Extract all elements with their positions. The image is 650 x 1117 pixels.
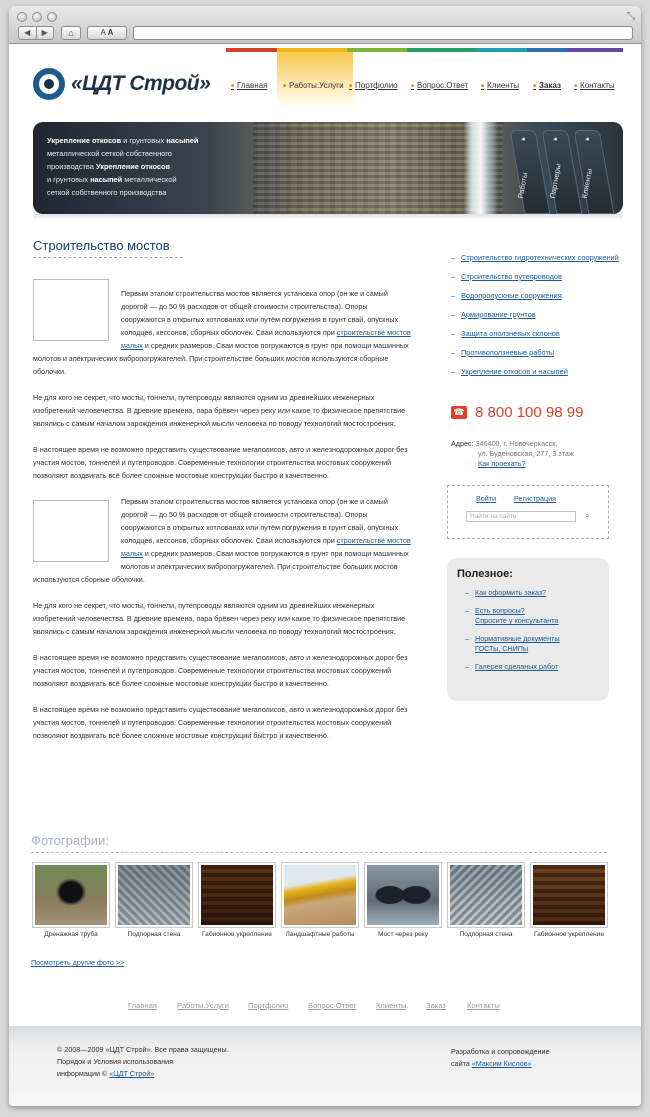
gallery-link[interactable]: Галерея сделаных работ xyxy=(475,662,559,671)
search-input[interactable]: Найти на сайте xyxy=(466,511,576,522)
menu-item-contacts[interactable]: ■ Контакты xyxy=(574,81,615,90)
paragraph: Не для кого не секрет, что мосты, тоннели, путепроводы являются одним из древнейших инженерных изобретений человечества. В древние времена, пара брёвен через реку или какое то физическое препятствие являлись с самым началом зарождения инженерной мысли человека по поводу технологий мостостроения. xyxy=(33,601,406,636)
page-title: Строительство мостов xyxy=(33,238,170,253)
photo-item[interactable] xyxy=(530,862,608,938)
banner-text: Укрепление откосов и грунтовых насыпей металлической сеткой собственного производства Укрепление откосов и грунтовых насыпей металлической сеткой собственного производства xyxy=(47,136,199,197)
sidebar-item xyxy=(451,271,621,282)
sidebar-link-culverts[interactable]: Водопропускные сооружения xyxy=(461,291,562,300)
sidebar-link-soil-reinforcement[interactable]: Армирование грунтов xyxy=(461,310,536,319)
gost-snip-link[interactable]: ГОСТы, СНИПы xyxy=(475,644,529,653)
close-window-button[interactable] xyxy=(17,12,27,22)
waterfall-image xyxy=(463,122,499,214)
photo-caption: Мост через реку xyxy=(377,931,429,938)
photo-caption: Подпорная стена xyxy=(127,931,181,938)
paragraph: В настоящее время не возможно представить существование мегаполисов, авто и железнодорожных дорог без участия мостов, тоннелей и путепроводов. Современные технологии строительства мостовых сооружений позволяют воздвигать всё более сложные мостовые конструкции быстро и качественно. xyxy=(33,445,408,480)
sidebar-item xyxy=(451,366,621,377)
photo-image xyxy=(447,862,525,928)
logo-text: «ЦДТ Строй» xyxy=(71,72,211,95)
minimize-window-button[interactable] xyxy=(32,12,42,22)
sidebar-item xyxy=(451,290,621,301)
color-bar xyxy=(567,48,623,52)
footer-link-portfolio[interactable]: Портфолио xyxy=(248,1001,289,1010)
sidebar-item xyxy=(451,328,621,339)
logo[interactable] xyxy=(33,68,210,100)
useful-title: Полезное: xyxy=(457,568,513,580)
address: Адрес: 346400, г. Новочеркасск, ул. Буденовская, 277, 3 этаж Как проехать? xyxy=(451,439,574,468)
phone-block xyxy=(451,404,583,421)
photo-image xyxy=(364,862,442,928)
menu-item-home[interactable]: ■ Главная xyxy=(231,81,267,90)
color-bar xyxy=(477,48,527,52)
bridge-construction-link[interactable]: строительстве мостов малых xyxy=(121,536,411,558)
excavator-thumbnail[interactable] xyxy=(33,279,109,341)
banner-shadow xyxy=(33,214,623,220)
sidebar-link-anti-landslide[interactable]: Противоползневые работы xyxy=(461,348,555,357)
login-link[interactable]: Войти xyxy=(476,494,497,503)
photo-item[interactable] xyxy=(364,862,442,938)
search-icon[interactable]: ⌕ xyxy=(585,511,590,520)
arrow-left-icon: ◂ xyxy=(553,136,557,143)
ask-question-link[interactable]: Есть вопросы? xyxy=(475,606,525,615)
text-size-buttons[interactable] xyxy=(87,26,127,40)
text-larger-icon: A xyxy=(107,28,114,37)
footer-link-clients[interactable]: Клиенты xyxy=(376,1001,407,1010)
sidebar-link-overpasses[interactable]: Строительство путепроводов xyxy=(461,272,562,281)
footer xyxy=(9,1026,641,1106)
zoom-window-button[interactable] xyxy=(47,12,57,22)
photo-caption: Ландшафтные работы xyxy=(285,931,355,938)
login-box xyxy=(447,485,609,539)
photo-image xyxy=(115,862,193,928)
developer-link[interactable]: «Максим Кислов» xyxy=(471,1059,532,1068)
color-bar xyxy=(527,48,567,52)
menu-item-portfolio[interactable]: ■ Портфолио xyxy=(349,81,398,90)
arrow-left-icon: ◂ xyxy=(585,136,589,143)
photo-caption: Подпорная стена xyxy=(459,931,513,938)
normative-docs-link[interactable]: Нормативные документы xyxy=(475,634,560,643)
browser-window xyxy=(9,6,641,1106)
paragraph: В настоящее время не возможно представить существование мегаполисов, авто и железнодорожных дорог без участия мостов, тоннелей и путепроводов. Современные технологии строительства мостовых сооружений позволяют воздвигать всё более сложные мостовые конструкции быстро и качественно. xyxy=(33,653,408,688)
forward-icon[interactable]: ▶ xyxy=(36,27,54,39)
useful-item xyxy=(465,662,605,672)
paragraph: Не для кого не секрет, что мосты, тоннели, путепроводы являются одним из древнейших инженерных изобретений человечества. В древние времена, пара брёвен через реку или какое то физическое препятствие являлись с самым началом зарождения инженерной мысли человека по поводу технологий мостостроения. xyxy=(33,393,406,428)
photo-item[interactable] xyxy=(115,862,193,938)
home-icon: ⌂ xyxy=(68,28,74,38)
useful-box xyxy=(447,558,609,701)
sidebar-link-slope-reinforcement[interactable]: Укрепление откосов и насыпей xyxy=(461,367,568,376)
back-icon[interactable]: ◀ xyxy=(24,28,31,37)
sidebar-item xyxy=(451,252,621,263)
register-link[interactable]: Регистрация xyxy=(514,494,557,503)
browser-toolbar xyxy=(9,6,641,44)
footer-link-faq[interactable]: Вопрос.Ответ xyxy=(308,1001,357,1010)
more-photos-link[interactable]: Посмотреть другие фото >> xyxy=(31,958,125,967)
footer-link-order[interactable]: Заказ xyxy=(426,1001,446,1010)
photo-image xyxy=(530,862,608,928)
title-divider xyxy=(33,257,183,258)
arrow-left-icon: ◂ xyxy=(521,136,525,143)
useful-links xyxy=(465,588,605,680)
how-to-order-link[interactable]: Как оформить заказ? xyxy=(475,588,547,597)
copyright: © 2008—2009 «ЦДТ Строй». Все права защищены. Порядок и Условия использования информации © «ЦДТ Строй» xyxy=(57,1045,229,1078)
ask-consultant-link[interactable]: Спросите у консультанта xyxy=(475,616,559,625)
useful-item xyxy=(465,588,605,598)
banner-tab-partners[interactable]: ◂ Партнеры xyxy=(542,130,583,214)
color-bar xyxy=(407,48,477,52)
home-button[interactable] xyxy=(61,26,81,40)
color-bar xyxy=(347,48,407,52)
sidebar-link-landslide-protection[interactable]: Защита оползневых склонов xyxy=(461,329,560,338)
logo-icon xyxy=(33,68,65,100)
article-content: Первым этапом строительства мостов является установка опор (он же и самый дорогой — до 50 % расходов от общей стоимости строительства). Опоры сооружаются в открытых котлованах или путём погружения в грунт свай, опускных колодцев, кессонов, сборных оболочек. Сваи используются при строительстве мостов малых и средних размеров. Сваи мостов погружаются в грунт при помощи машинных молотов и электрических вибропогружателей. При строительстве больших мостов используются сборные оболочки. Не для кого не секрет, что мосты, тоннели, путепроводы являются одним из древнейших инженерных изобретений человечества. В древние времена, пара брёвен через реку или какое то физическое препятствие являлись с самым началом зарождения инженерной мысли человека по поводу технологий мостостроения. В настоящее время не возможно представить существование мегаполисов, авто и железнодорожных дорог без участия мостов, тоннелей и путепроводов. Современные технологии строительства мостовых сооружений позволяют воздвигать всё более сложные мостовые конструкции быстро и качественно. Первым этапом строительства мостов является установка опор (он же и самый дорогой — до 50 % расходов от общей стоимости строительства). Опоры сооружаются в открытых котлованах или путём погружения в грунт свай, опускных колодцев, кессонов, сборных оболочек. Сваи используются при строительстве мостов малых и средних размеров. Сваи мостов погружаются в грунт при помощи машинных молотов и электрических вибропогружателей. При строительстве больших мостов используются сборные оболочки. Не для кого не секрет, что мосты, тоннели, путепроводы являются одним из древнейших инженерных изобретений человечества. В древние времена, пара брёвен через реку или какое то физическое препятствие являлись с самым началом зарождения инженерной мысли человека по поводу технологий мостостроения. В настоящее время не возможно представить существование мегаполисов, авто и железнодорожных дорог без участия мостов, тоннелей и путепроводов. Современные технологии строительства мостовых сооружений позволяют воздвигать всё более сложные мостовые конструкции быстро и качественно. В настоящее время не возможно представить существование мегаполисов, авто и железнодорожных дорог без участия мостов, тоннелей и путепроводов. Современные технологии строительства мостовых сооружений позволяют воздвигать всё более сложные мостовые конструкции быстро и качественно. xyxy=(33,274,413,755)
photo-item[interactable] xyxy=(198,862,276,938)
back-forward-buttons xyxy=(18,26,54,40)
sidebar-link-hydrotechnical[interactable]: Строительство гидротехнических сооружений xyxy=(461,253,619,262)
photo-item[interactable] xyxy=(32,862,110,938)
phone-number: 8 800 100 98 99 xyxy=(475,404,584,421)
menu-item-order[interactable]: ■ Заказ xyxy=(533,81,561,90)
photos-divider xyxy=(31,852,607,853)
menu-item-services[interactable]: ■ Работы.Услуги xyxy=(283,81,344,90)
text-smaller-icon: A xyxy=(100,28,106,37)
useful-item xyxy=(465,634,605,654)
developer-credit: Разработка и сопровождение сайта «Максим Кислов» xyxy=(451,1047,550,1068)
photo-item[interactable] xyxy=(281,862,359,938)
banner-tab-clients[interactable]: ◂ Клиенты xyxy=(574,130,615,214)
sidebar-item xyxy=(451,347,621,358)
photo-image xyxy=(198,862,276,928)
footer-link-contacts[interactable]: Контакты xyxy=(467,1001,500,1010)
resize-icon[interactable]: ⤡ xyxy=(627,11,635,22)
sidebar-item xyxy=(451,309,621,320)
useful-item xyxy=(465,606,605,626)
photo-caption: Дренажная труба xyxy=(44,931,98,938)
sidebar-links xyxy=(451,252,621,385)
color-bar xyxy=(226,48,277,52)
photo-caption: Габионное укрепление xyxy=(201,931,273,938)
paragraph: В настоящее время не возможно представить существование мегаполисов, авто и железнодорожных дорог без участия мостов, тоннелей и путепроводов. Современные технологии строительства мостовых сооружений позволяют воздвигать всё более сложные мостовые конструкции быстро и качественно. xyxy=(33,705,408,740)
photo-image xyxy=(281,862,359,928)
company-link[interactable]: «ЦДТ Строй» xyxy=(109,1069,155,1078)
photos-title: Фотографии: xyxy=(31,833,109,848)
address-bar[interactable] xyxy=(133,26,633,40)
culvert-thumbnail[interactable] xyxy=(33,500,109,562)
photo-item[interactable] xyxy=(447,862,525,938)
footer-link-home[interactable]: Главная xyxy=(128,1001,157,1010)
banner-tab-works[interactable]: ◂ Работы xyxy=(510,130,551,214)
phone-icon: ☎ xyxy=(451,406,467,419)
photo-image xyxy=(32,862,110,928)
hero-banner xyxy=(33,122,623,214)
footer-link-services[interactable]: Работы.Услуги xyxy=(177,1001,229,1010)
menu-item-clients[interactable]: ■ Клиенты xyxy=(481,81,519,90)
bridge-construction-link[interactable]: строительстве мостов малых xyxy=(121,328,411,350)
directions-link[interactable]: Как проехать? xyxy=(478,459,526,468)
menu-item-faq[interactable]: ■ Вопрос.Ответ xyxy=(411,81,468,90)
photo-caption: Габионное укрепление xyxy=(533,931,605,938)
